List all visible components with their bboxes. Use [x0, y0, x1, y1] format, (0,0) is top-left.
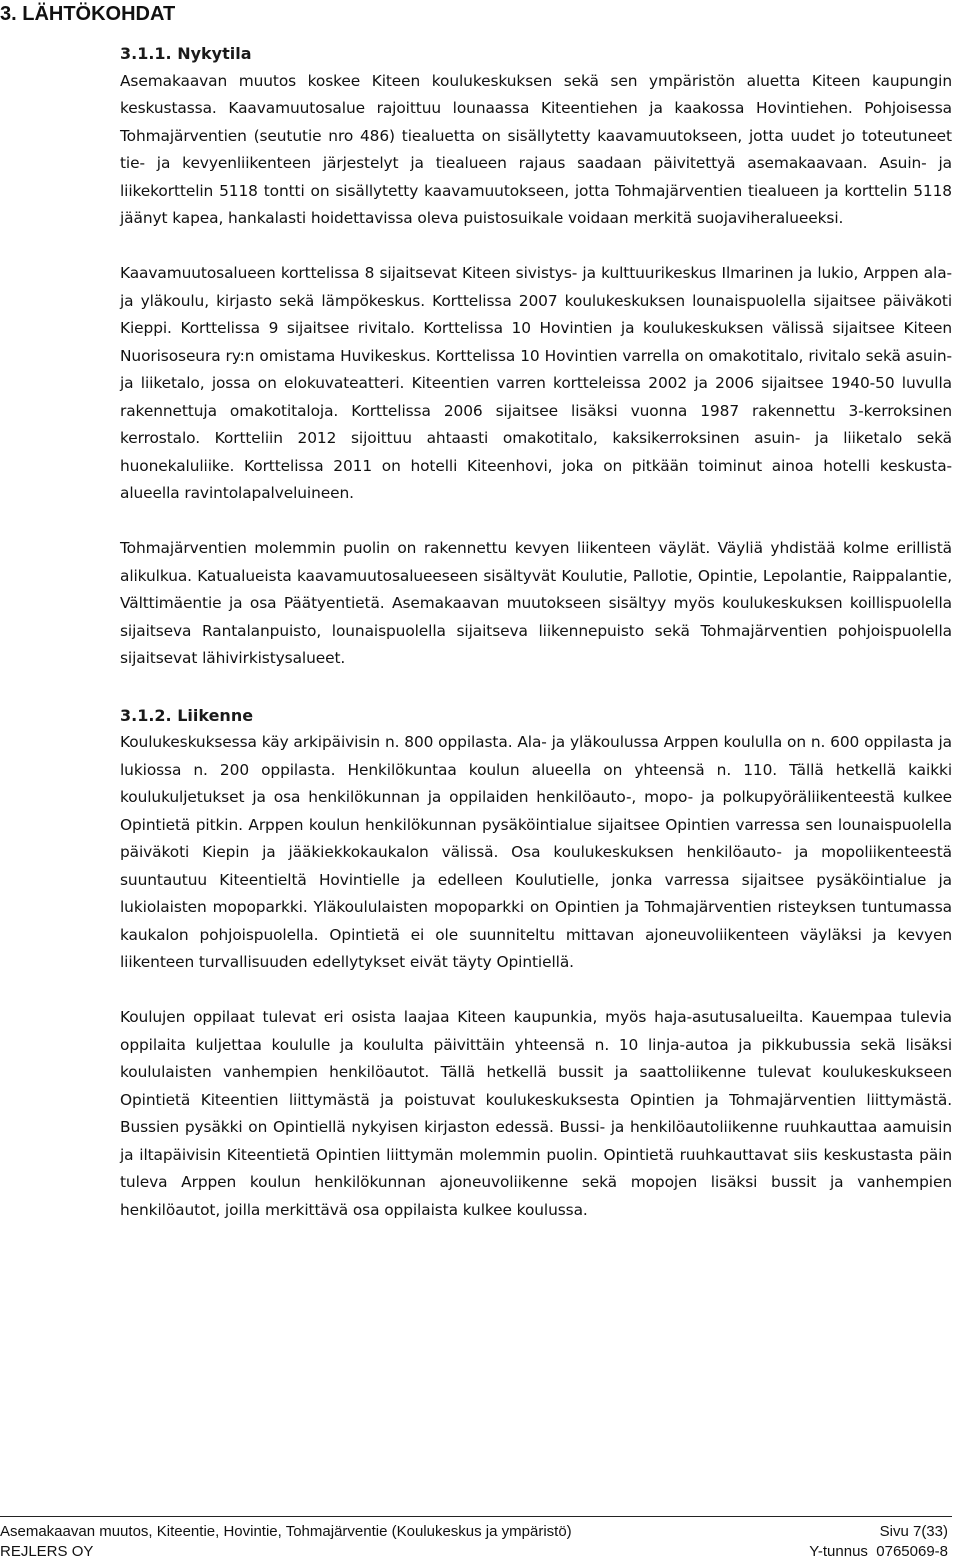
- footer-divider: [0, 1516, 952, 1517]
- footer-page-number: Sivu 7(33): [879, 1523, 948, 1540]
- footer-business-id: Y-tunnus 0765069-8: [809, 1543, 948, 1560]
- document-body: [120, 40, 952, 1224]
- paragraph-liikenne-1: Koulukeskuksessa käy arkipäivisin n. 800 oppilasta. Ala- ja yläkoulussa Arppen koululla on n. 600 oppilasta ja lukiossa n. 200 oppilasta. Henkilökuntaa koulun alueella on yhteensä n. 110. Tällä hetkellä kaikki koulukuljetukset ja osa henkilökunnan ja oppilaiden henkilöauto-, mopo- ja polkupyöräliikenteestä kulkee Opintietä pitkin. Arppen koulun henkilökunnan pysäköintialue sijaitsee Opintien varressa sen lounaispuolella päiväkoti Kiepin ja jääkiekkokaukalon välissä. Osa koulukeskuksen henkilöauto- ja mopoliikenteestä suuntautuu Kiteentieltä Hovintielle ja edelleen Koulutielle, jonka varressa sijaitsee pysäköintialue ja lukiolaisten mopoparkki. Yläkoululaisten mopoparkki on Opintien ja Tohmajärventien risteyksen tuntumassa kaukalon pohjoispuolella. Opintietä ei ole suunniteltu mittavan ajoneuvoliikenteen väyläksi ja kevyen liikenteen turvallisuuden edellytykset eivät täyty Opintiellä.: [120, 733, 952, 971]
- paragraph-nykytila-3: Tohmajärventien molemmin puolin on rakennettu kevyen liikenteen väylät. Väyliä yhdistää kolme erillistä alikulkua. Katualueista kaavamuutosalueeseen sisältyvät Koulutie, Pallotie, Opintie, Lepolantie, Raippalantie, Välttimäentie ja osa Päätyentietä. Asemakaavan muutokseen sisältyy myös koulukeskuksen koillispuolella sijaitseva Rantalanpuisto, lounaispuolella sijaitseva liikennepuisto sekä Tohmajärventien pohjoispuolella sijaitsevat lähivirkistysalueet.: [120, 539, 952, 667]
- section-heading-liikenne: 3.1.2. Liikenne: [120, 705, 254, 725]
- paragraph-liikenne-2: Koulujen oppilaat tulevat eri osista laajaa Kiteen kaupunkia, myös haja-asutusalueilta. Kauempaa tulevia oppilaita kuljettaa koululle ja koululta päivittäin yhteensä n. 10 linja-autoa ja pikkubussia sekä lisäksi koululaisten vanhempien henkilöautot. Tällä hetkellä bussit ja saattoliikenne tulevat koulukeskukseen Opintietä Kiteentien liittymästä ja poistuvat koulukeskuksesta Opintien ja Tohmajärventien liittymästä. Bussien pysäkki on Opintiellä nykyisen kirjaston edessä. Bussi- ja henkilöautoliikenne ruuhkauttaa aamuisin ja iltapäivisin Kiteentietä Opintien liittymän molemmin puolin. Opintietä ruuhkauttavat siis keskustasta päin tuleva Arppen koulun henkilökunnan ajoneuvoliikenne sekä mopojen lisäksi bussit ja vanhempien henkilöautot, joilla merkittävä osa oppilaista kulkee koulussa.: [120, 1008, 952, 1219]
- footer-row-bottom: [0, 1542, 952, 1562]
- section-heading-nykytila: 3.1.1. Nykytila: [120, 44, 252, 63]
- paragraph-nykytila-1: Asemakaavan muutos koskee Kiteen koulukeskuksen sekä sen ympäristön aluetta Kiteen kaupungin keskustassa. Kaavamuutosalue rajoittuu lounaassa Kiteentiehen ja kaakossa Hovintiehen. Pohjoisessa Tohmajärventien (seututie nro 486) tiealuetta on sisällytetty kaavamuutokseen, jotta uudet jo toteutuneet tie- ja kevyenliikenteen järjestelyt ja tiealueen rajaus saadaan päivitettyä asemakaavaan. Asuin- ja liikekorttelin 5118 tontti on sisällytetty kaavamuutokseen, jotta Tohmajärventien tiealueen ja korttelin 5118 jäänyt kapea, hankalasti hoidettavissa oleva puistosuikale voidaan merkitä suojaviheralueeksi.: [120, 71, 952, 227]
- footer-row-top: [0, 1522, 952, 1542]
- footer-company: REJLERS OY: [0, 1543, 94, 1560]
- main-heading: 3. LÄHTÖKOHDAT: [0, 3, 176, 25]
- footer-document-title: Asemakaavan muutos, Kiteentie, Hovintie, Tohmajärventie (Koulukeskus ja ympäristö): [0, 1523, 572, 1540]
- paragraph-nykytila-2: Kaavamuutosalueen korttelissa 8 sijaitsevat Kiteen sivistys- ja kulttuurikeskus Ilmarinen ja lukio, Arppen ala- ja yläkoulu, kirjasto sekä lämpökeskus. Korttelissa 2007 koulukeskuksen lounaispuolella sijaitsee päiväkoti Kieppi. Korttelissa 9 sijaitsee rivitalo. Korttelissa 10 Hovintien ja koulukeskuksen välissä sijaitsee Kiteen Nuorisoseura ry:n omistama Huvikeskus. Korttelissa 10 Hovintien varrella on omakotitalo, rivitalo sekä asuin- ja liiketalo, jossa on elokuvateatteri. Kiteentien varren kortteleissa 2002 ja 2006 sijaitsee 1940-50 luvulla rakennettuja omakotitaloja. Korttelissa 2006 sijaitsee lisäksi vuonna 1987 rakennettu 3-kerroksinen kerrostalo. Kortteliin 2012 sijoittuu ahtaasti omakotitalo, kaksikerroksinen asuin- ja liiketalo sekä huonekaluliike. Korttelissa 2011 on hotelli Kiteenhovi, joka on pitkään toiminut ainoa hotelli keskusta-alueella ravintolapalveluineen.: [120, 264, 952, 502]
